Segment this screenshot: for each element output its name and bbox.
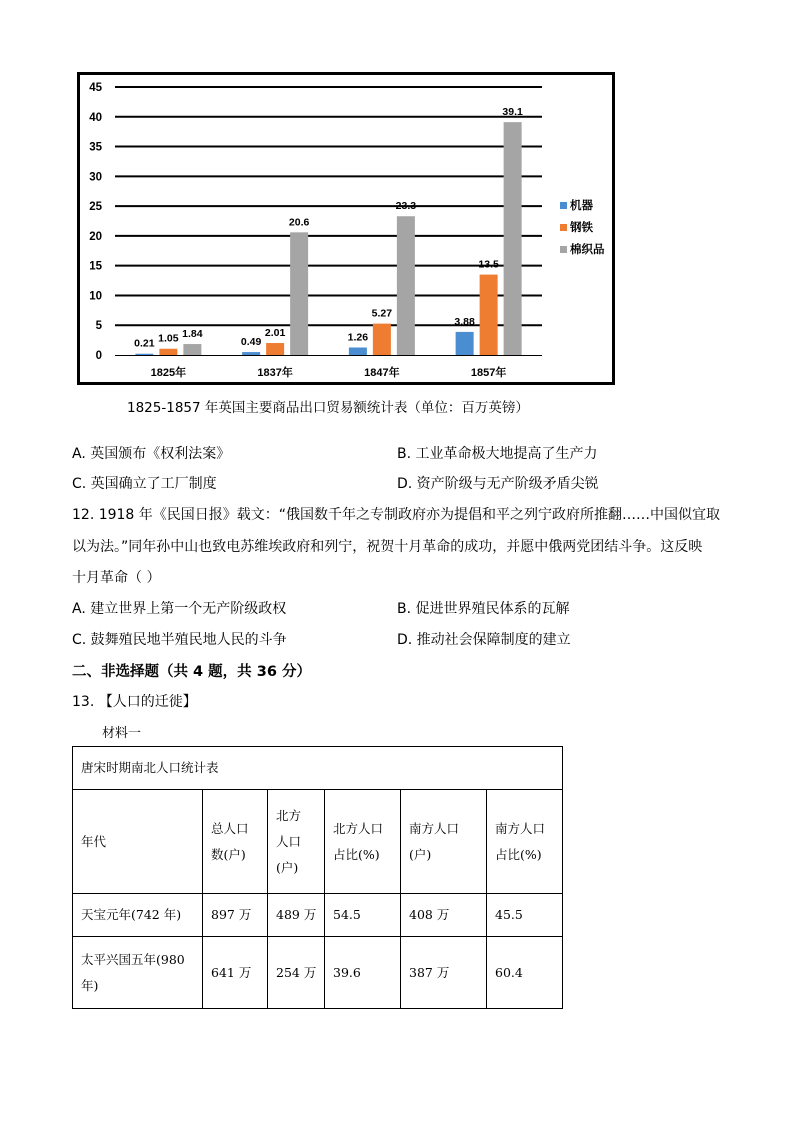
data-label: 1.05 xyxy=(158,332,179,345)
q11-option-a: A. 英国颁布《权利法案》 xyxy=(72,446,231,462)
data-label: 0.21 xyxy=(134,337,155,350)
q12-option-d: D. 推动社会保障制度的建立 xyxy=(397,632,571,648)
legend-label: 机器 xyxy=(570,200,593,212)
chart-canvas xyxy=(80,75,612,382)
table-cell: 387 万 xyxy=(401,937,487,1009)
y-tick-label: 40 xyxy=(89,111,102,124)
legend-swatch xyxy=(560,246,567,253)
x-tick-label: 1837年 xyxy=(257,367,293,379)
export-bar-chart xyxy=(77,72,615,385)
data-label: 13.5 xyxy=(478,258,499,271)
x-tick-label: 1847年 xyxy=(364,367,400,379)
y-tick-label: 30 xyxy=(89,171,102,184)
y-tick-label: 10 xyxy=(89,290,102,303)
data-label: 1.26 xyxy=(347,331,369,344)
legend-label: 钢铁 xyxy=(570,222,593,234)
table-cell: 60.4 xyxy=(487,937,563,1009)
bar xyxy=(504,122,522,355)
table-header: 北方 人口 (户) xyxy=(268,790,325,894)
q13-heading: 13. 【人口的迁徙】 xyxy=(72,694,197,710)
q12-option-a: A. 建立世界上第一个无产阶级政权 xyxy=(72,601,287,617)
table-cell: 45.5 xyxy=(487,894,563,937)
q11-option-d: D. 资产阶级与无产阶级矛盾尖锐 xyxy=(397,476,599,492)
table-caption: 唐宋时期南北人口统计表 xyxy=(73,747,563,790)
table-header: 总人口 数(户) xyxy=(203,790,268,894)
table-row xyxy=(73,894,563,937)
x-tick-label: 1857年 xyxy=(470,367,507,379)
table-cell: 254 万 xyxy=(268,937,325,1009)
q12-stem-line-3: 十月革命（ ） xyxy=(72,570,161,586)
table-row xyxy=(73,937,563,1009)
bar xyxy=(480,275,498,355)
bar xyxy=(397,216,415,355)
q12-stem-line-1: 12. 1918 年《民国日报》载文：“俄国数千年之专制政府亦为提倡和平之列宁政府所推翻……中国似宜取 xyxy=(72,507,721,523)
legend-label: 棉织品 xyxy=(570,244,605,256)
q11-option-c: C. 英国确立了工厂制度 xyxy=(72,476,217,492)
q12-option-c: C. 鼓舞殖民地半殖民地人民的斗争 xyxy=(72,632,287,648)
bar xyxy=(456,332,474,355)
chart-caption: 1825-1857 年英国主要商品出口贸易额统计表（单位：百万英镑） xyxy=(127,400,529,416)
table-header: 南方人口 (户) xyxy=(401,790,487,894)
table-cell: 408 万 xyxy=(401,894,487,937)
y-tick-label: 20 xyxy=(89,230,102,243)
data-label: 2.01 xyxy=(264,327,286,340)
bar xyxy=(183,344,201,355)
population-table xyxy=(72,746,563,1009)
y-tick-label: 5 xyxy=(95,320,102,333)
y-tick-label: 0 xyxy=(95,350,102,362)
legend-swatch xyxy=(560,202,567,209)
data-label: 1.84 xyxy=(182,328,203,341)
table-cell: 39.6 xyxy=(325,937,401,1009)
table-cell: 太平兴国五年(980 年) xyxy=(73,937,203,1009)
table-header: 北方人口 占比(%) xyxy=(325,790,401,894)
bar xyxy=(373,324,391,355)
table-cell: 天宝元年(742 年) xyxy=(73,894,203,937)
y-tick-label: 15 xyxy=(89,260,102,273)
y-tick-label: 35 xyxy=(89,141,102,154)
data-label: 23.3 xyxy=(395,200,417,213)
bar xyxy=(242,352,260,355)
table-cell: 897 万 xyxy=(203,894,268,937)
table-cell: 641 万 xyxy=(203,937,268,1009)
data-label: 39.1 xyxy=(502,106,523,119)
bar xyxy=(349,347,367,355)
y-tick-label: 45 xyxy=(89,82,102,94)
bar xyxy=(266,343,284,355)
data-label: 5.27 xyxy=(371,307,393,320)
data-label: 0.49 xyxy=(240,336,262,349)
bar xyxy=(290,232,308,355)
q11-option-b: B. 工业革命极大地提高了生产力 xyxy=(397,446,598,462)
table-header: 南方人口 占比(%) xyxy=(487,790,563,894)
legend-swatch xyxy=(560,224,567,231)
section-title: 二、非选择题（共 4 题，共 36 分） xyxy=(72,664,311,680)
material-label: 材料一 xyxy=(102,726,142,741)
data-label: 3.88 xyxy=(454,315,475,328)
table-header: 年代 xyxy=(73,790,203,894)
x-tick-label: 1825年 xyxy=(150,367,187,379)
bar xyxy=(159,349,177,355)
data-label: 20.6 xyxy=(288,216,310,229)
table-cell: 489 万 xyxy=(268,894,325,937)
q12-stem-line-2: 以为法。”同年孙中山也致电苏维埃政府和列宁，祝贺十月革命的成功，并愿中俄两党团结斗争。这反映 xyxy=(72,539,703,555)
bar xyxy=(135,354,153,355)
table-cell: 54.5 xyxy=(325,894,401,937)
y-tick-label: 25 xyxy=(89,201,102,214)
q12-option-b: B. 促进世界殖民体系的瓦解 xyxy=(397,601,570,617)
